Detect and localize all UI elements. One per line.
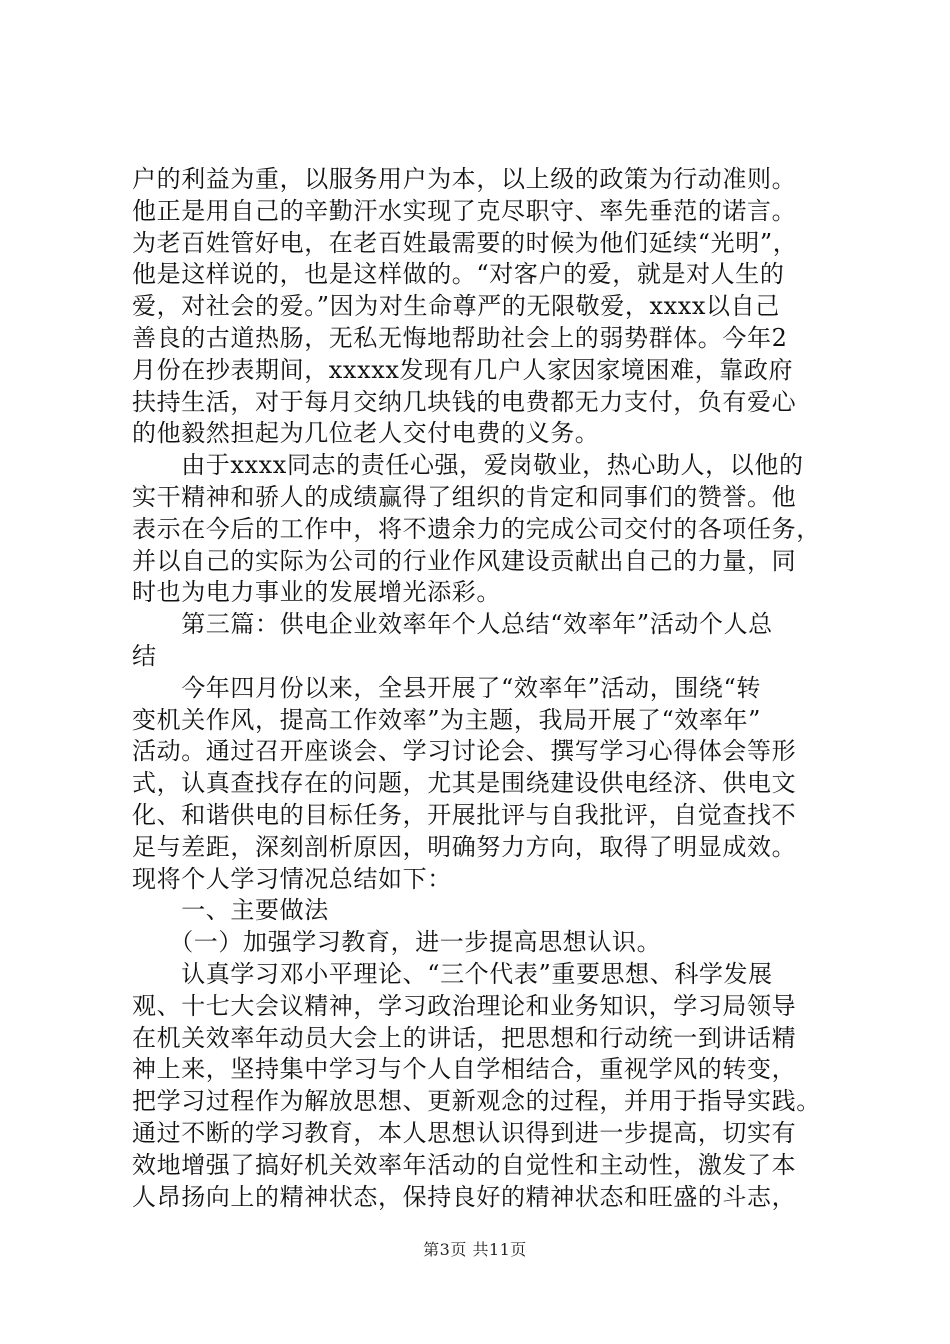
text-line: 他正是用自己的辛勤汗水实现了克尽职守、率先垂范的诺言。 [132, 196, 797, 225]
text-line: 实干精神和骄人的成绩赢得了组织的肯定和同事们的赞誉。他 [132, 482, 797, 511]
text-line: 户的利益为重，以服务用户为本，以上级的政策为行动准则。 [132, 165, 797, 193]
text-line: 为老百姓管好电，在老百姓最需要的时候为他们延续“光明”， [132, 228, 798, 257]
text-line: 式，认真查找存在的问题，尤其是围绕建设供电经济、供电文 [132, 769, 797, 798]
page-footer: 第3页 共11页 [423, 1240, 527, 1259]
text-line: 一、主要做法 [132, 896, 329, 925]
text-line: 化、和谐供电的目标任务，开展批评与自我批评，自觉查找不 [132, 800, 797, 829]
text-line: 由于xxxx同志的责任心强，爱岗敬业，热心助人，以他的 [132, 451, 804, 480]
text-line: 今年四月份以来，全县开展了“效率年”活动，围绕“转 [132, 673, 762, 702]
text-line: 在机关效率年动员大会上的讲话，把思想和行动统一到讲话精 [132, 1023, 797, 1052]
text-line: 月份在抄表期间，xxxxx发现有几户人家因家境困难，靠政府 [132, 355, 794, 384]
text-line: （一）加强学习教育，进一步提高思想认识。 [132, 928, 662, 957]
text-line: 第三篇：供电企业效率年个人总结“效率年”活动个人总 [132, 610, 773, 639]
text-line: 的他毅然担起为几位老人交付电费的义务。 [132, 419, 600, 448]
text-line: 观、十七大会议精神，学习政治理论和业务知识，学习局领导 [132, 991, 797, 1020]
text-line: 扶持生活，对于每月交纳几块钱的电费都无力支付，负有爱心 [132, 387, 797, 416]
text-line: 把学习过程作为解放思想、更新观念的过程，并用于指导实践。 [132, 1087, 821, 1116]
text-line: 神上来，坚持集中学习与个人自学相结合，重视学风的转变， [132, 1055, 797, 1084]
text-line: 效地增强了搞好机关效率年活动的自觉性和主动性，激发了本 [132, 1150, 797, 1179]
text-line: 并以自己的实际为公司的行业作风建设贡献出自己的力量，同 [132, 546, 797, 575]
text-line: 现将个人学习情况总结如下： [132, 864, 452, 893]
text-line: 结 [132, 641, 157, 670]
text-line: 变机关作风，提高工作效率”为主题，我局开展了“效率年” [132, 705, 762, 734]
text-line: 认真学习邓小平理论、“三个代表”重要思想、科学发展 [132, 959, 773, 988]
text-line: 通过不断的学习教育，本人思想认识得到进一步提高，切实有 [132, 1118, 797, 1147]
text-line: 爱，对社会的爱。”因为对生命尊严的无限敬爱，xxxx以自己 [132, 292, 780, 321]
text-line: 时也为电力事业的发展增光添彩。 [132, 578, 501, 607]
text-line: 善良的古道热肠，无私无悔地帮助社会上的弱势群体。今年2 [132, 323, 788, 352]
text-line: 人昂扬向上的精神状态，保持良好的精神状态和旺盛的斗志， [132, 1182, 797, 1211]
text-line: 活动。通过召开座谈会、学习讨论会、撰写学习心得体会等形 [132, 737, 797, 766]
text-line: 他是这样说的，也是这样做的。“对客户的爱，就是对人生的 [132, 260, 785, 289]
text-line: 表示在今后的工作中，将不遗余力的完成公司交付的各项任务， [132, 514, 821, 543]
text-line: 足与差距，深刻剖析原因，明确努力方向，取得了明显成效。 [132, 832, 797, 861]
document-body [132, 164, 832, 1213]
